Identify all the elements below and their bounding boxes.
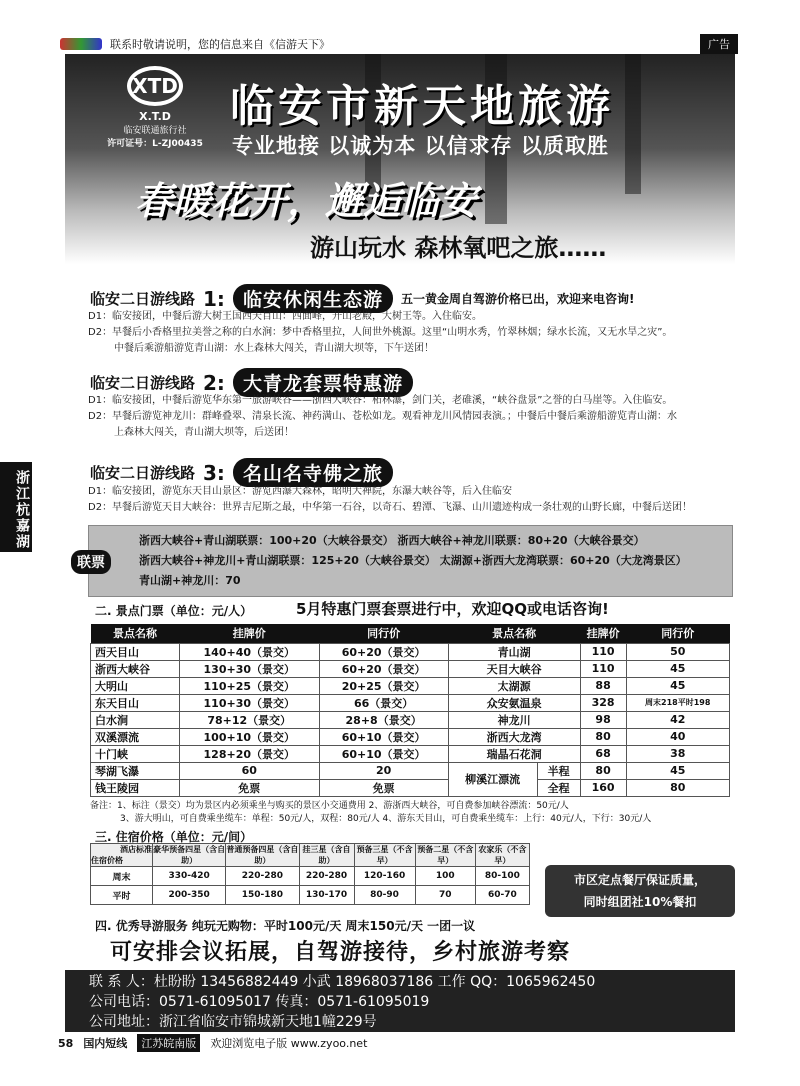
table-cell: 周末218平时198 — [626, 694, 729, 711]
table-cell: 42 — [626, 711, 729, 728]
table-cell: 白水涧 — [91, 711, 180, 728]
restaurant-note — [545, 865, 735, 917]
table-cell: 太湖源 — [448, 677, 580, 694]
hotel-col-header: 豪华预备四星（含自助） — [153, 845, 226, 865]
hotel-table — [90, 843, 530, 905]
table-cell: 110 — [580, 660, 626, 677]
contact-phone: 公司电话：0571-61095017 传真：0571-61095019 — [89, 994, 430, 1010]
table-cell: 柳溪江漂流 — [448, 762, 537, 796]
table-cell: 浙西大峡谷 — [91, 660, 180, 677]
table-cell: 浙西大龙湾 — [448, 728, 580, 745]
license-number: 许可证号：L-ZJ00435 — [107, 139, 203, 149]
hotel-header-row — [91, 844, 530, 867]
route-number: 3: — [203, 460, 225, 485]
hotel-corner-cell — [91, 844, 153, 867]
page-footer — [58, 1034, 738, 1052]
itinerary-line: D1：临安接团，中餐后游大树王国西天目山：四面峰，开山老殿，大树王等。入住临安。 — [88, 311, 483, 322]
route-2-itinerary — [88, 393, 738, 441]
tickets-heading: 二. 景点门票（单位：元/人） — [95, 604, 253, 618]
col-header: 挂牌价 — [580, 624, 626, 643]
hotel-cell: 150-180 — [226, 886, 299, 905]
hotel-cell: 60-70 — [475, 886, 529, 905]
edition-tag: 江苏皖南版 — [137, 1034, 200, 1052]
table-row — [91, 643, 730, 660]
remark-line: 3、游大明山，可自费乘坐缆车：单程：50元/人，双程：80元/人 4、游东天目山，可自费乘坐缆车：上行：40元/人，下行：30元/人 — [120, 814, 652, 824]
hotel-cell: 80-90 — [354, 886, 415, 905]
services-headline: 可安排会议拓展，自驾游接待，乡村旅游考察 — [110, 940, 571, 965]
region-side-tab: 浙江杭嘉湖 — [0, 462, 32, 552]
table-cell: 免票 — [179, 779, 319, 796]
combo-row: 浙西大峡谷+青山湖联票：100+20（大峡谷景交） 浙西大峡谷+神龙川联票：80+20（大峡谷景交） — [139, 534, 645, 547]
hotel-cell: 周末 — [91, 867, 153, 886]
agency-brand — [100, 66, 210, 161]
hotel-heading: 三. 住宿价格（单位：元/间） — [95, 830, 253, 844]
hotel-col-header: 挂三星（含自助） — [299, 844, 354, 867]
hotel-row — [91, 867, 530, 886]
forest-tagline: 游山玩水 森林氧吧之旅…… — [310, 234, 607, 262]
agency-logo: XTD — [127, 66, 183, 106]
table-cell: 45 — [626, 660, 729, 677]
table-cell: 20+25（景交） — [319, 677, 448, 694]
hotel-col-header: 预备三星（不含早） — [354, 844, 415, 867]
table-cell: 78+12（景交） — [179, 711, 319, 728]
route-name: 临安休闲生态游 — [233, 284, 393, 313]
hotel-cell: 220-280 — [226, 867, 299, 886]
table-cell: 西天目山 — [91, 643, 180, 660]
hotel-col-header: 普通预备四星（含自助） — [226, 845, 299, 865]
contact-people: 联 系 人：杜盼盼 13456882449 小武 18968037186 工作 QQ：1065962450 — [89, 974, 596, 990]
table-cell: 青山湖 — [448, 643, 580, 660]
combo-row: 浙西大峡谷+神龙川+青山湖联票：125+20（大峡谷景交） 太湖源+浙西大龙湾联票：60+20（大龙湾景区） — [139, 554, 687, 567]
table-cell: 东天目山 — [91, 694, 180, 711]
table-cell: 60 — [179, 762, 319, 779]
table-cell: 神龙川 — [448, 711, 580, 728]
table-row — [91, 660, 730, 677]
table-cell: 328 — [580, 694, 626, 711]
ticket-remarks — [90, 800, 735, 826]
table-row — [91, 694, 730, 711]
route-note: 五一黄金周自驾游价格已出，欢迎来电咨询! — [400, 292, 635, 306]
col-header: 景点名称 — [448, 624, 580, 643]
route-name: 大青龙套票特惠游 — [233, 368, 413, 397]
hotel-cell: 70 — [415, 886, 475, 905]
table-cell: 45 — [626, 762, 729, 779]
spring-headline: 春暖花开，邂逅临安 — [135, 178, 478, 223]
route-prefix: 临安二日游线路 — [90, 464, 196, 482]
hotel-cell: 200-350 — [153, 886, 226, 905]
table-cell: 110+25（景交） — [179, 677, 319, 694]
corner-top: 酒店标准 — [120, 845, 152, 854]
table-cell: 68 — [580, 745, 626, 762]
table-cell: 20 — [319, 762, 448, 779]
table-cell: 50 — [626, 643, 729, 660]
section-name: 国内短线 — [83, 1037, 128, 1050]
table-cell: 28+8（景交） — [319, 711, 448, 728]
remark-line: 备注：1、标注（景交）均为景区内必须乘坐与购买的景区小交通费用 2、游浙西大峡谷，可自费参加峡谷漂流：50元/人 — [90, 801, 569, 811]
table-cell: 98 — [580, 711, 626, 728]
col-header: 挂牌价 — [179, 624, 319, 643]
table-cell: 60+10（景交） — [319, 745, 448, 762]
table-cell: 琴湖飞瀑 — [91, 762, 180, 779]
table-cell: 45 — [626, 677, 729, 694]
hotel-cell: 平时 — [91, 886, 153, 905]
tickets-promo: 5月特惠门票套票进行中，欢迎QQ或电话咨询! — [296, 600, 609, 618]
table-cell: 半程 — [537, 762, 580, 779]
table-cell: 66（景交） — [319, 694, 448, 711]
table-row — [91, 677, 730, 694]
table-cell: 天目大峡谷 — [448, 660, 580, 677]
table-cell: 38 — [626, 745, 729, 762]
itinerary-line: D1：临安接团，中餐后游览华东第一旅游峡谷——浙西大峡谷：柘林瀑，剑门关，老碓溪，“峡谷盘景”之誉的白马崖等。入住临安。 — [88, 395, 673, 406]
page-title: 临安市新天地旅游 — [230, 81, 614, 132]
table-cell: 双溪漂流 — [91, 728, 180, 745]
guide-service: 四. 优秀导游服务 纯玩无购物：平时100元/天 周末150元/天 一团一议 — [95, 919, 476, 933]
table-cell: 100+10（景交） — [179, 728, 319, 745]
restaurant-note-line: 同时组团社10%餐扣 — [583, 895, 697, 909]
hotel-col-header: 预备二星（不含早） — [415, 844, 475, 867]
itinerary-line: D2：早餐后游览天目大峡谷：世界吉尼斯之最，中华第一石谷，以奇石、碧潭、飞瀑、山川遗迹构成一条壮观的山野长廊，中餐后送团！ — [88, 502, 693, 513]
col-header: 景点名称 — [91, 624, 180, 643]
col-header: 同行价 — [626, 624, 729, 643]
route-number: 2: — [203, 370, 225, 395]
corner-bottom: 住宿价格 — [91, 856, 123, 865]
route-3-itinerary — [88, 484, 738, 516]
table-cell: 瑞晶石花洞 — [448, 745, 580, 762]
table-cell: 80 — [580, 762, 626, 779]
slogan: 专业地接 以诚为本 以信求存 以质取胜 — [232, 134, 609, 158]
table-cell: 80 — [626, 779, 729, 796]
table-cell: 十门峡 — [91, 745, 180, 762]
combo-label: 联票 — [71, 550, 111, 574]
hotel-cell: 120-160 — [354, 867, 415, 886]
itinerary-line: D2：早餐后游览神龙川：群峰叠翠、清泉长流、神药满山、苍松如龙。观看神龙川风情园表演。；中餐后中餐后乘游船游览青山湖：水 — [88, 411, 678, 422]
table-cell: 60+10（景交） — [319, 728, 448, 745]
table-row — [91, 711, 730, 728]
hotel-row — [91, 886, 530, 905]
table-cell: 全程 — [537, 779, 580, 796]
hotel-cell: 220-280 — [299, 867, 354, 886]
table-row — [91, 745, 730, 762]
table-cell: 88 — [580, 677, 626, 694]
top-notice — [60, 34, 735, 54]
contact-address: 公司地址：浙江省临安市锦城新天地1幢229号 — [89, 1014, 377, 1030]
ticket-table — [90, 624, 730, 797]
restaurant-note-line: 市区定点餐厅保证质量， — [573, 873, 706, 887]
route-name: 名山名寺佛之旅 — [233, 458, 393, 487]
itinerary-line: 上森林大闯关，青山湖大坝等，后送团！ — [114, 427, 294, 438]
table-cell: 众安氨温泉 — [448, 694, 580, 711]
website-link[interactable]: 欢迎浏览电子版 www.zyoo.net — [210, 1037, 368, 1050]
itinerary-line: 中餐后乘游船游览青山湖：水上森林大闯关，青山湖大坝等，下午送团！ — [114, 343, 434, 354]
table-cell: 80 — [580, 728, 626, 745]
ad-tag: 广告 — [700, 34, 738, 54]
brand-name: X.T.D — [139, 110, 171, 123]
table-cell: 60+20（景交） — [319, 660, 448, 677]
table-cell: 大明山 — [91, 677, 180, 694]
combo-row: 青山湖+神龙川：70 — [139, 574, 241, 587]
table-cell: 免票 — [319, 779, 448, 796]
brand-agency: 临安联通旅行社 — [123, 126, 187, 136]
table-cell: 160 — [580, 779, 626, 796]
itinerary-line: D1：临安接团，游览东天目山景区：游览西瀑大森林，昭明大禅院，东瀑大峡谷等，后入住临安 — [88, 486, 513, 497]
hotel-cell: 100 — [415, 867, 475, 886]
page-number: 58 — [58, 1036, 74, 1050]
hotel-cell: 80-100 — [475, 867, 529, 886]
hotel-col-header: 农家乐（不含早） — [475, 844, 529, 867]
combo-tickets — [77, 525, 733, 597]
table-row — [91, 728, 730, 745]
route-prefix: 临安二日游线路 — [90, 374, 196, 392]
route-3-heading — [90, 458, 740, 487]
table-cell: 128+20（景交） — [179, 745, 319, 762]
table-cell: 钱王陵园 — [91, 779, 180, 796]
table-cell: 60+20（景交） — [319, 643, 448, 660]
contact-block — [65, 970, 735, 1032]
route-1-itinerary — [88, 309, 738, 357]
publication-logo — [60, 38, 102, 50]
col-header: 同行价 — [319, 624, 448, 643]
table-row — [91, 779, 730, 796]
route-prefix: 临安二日游线路 — [90, 290, 196, 308]
table-cell: 110+30（景交） — [179, 694, 319, 711]
itinerary-line: D2：早餐后小香格里拉美誉之称的白水涧：梦中香格里拉，人间世外桃源。这里“山明水秀，竹翠林烟；绿水长流，又无水旱之灾”。 — [88, 327, 673, 338]
ticket-header-row — [91, 624, 730, 643]
route-number: 1: — [203, 286, 225, 311]
table-cell: 40 — [626, 728, 729, 745]
hotel-cell: 130-170 — [299, 886, 354, 905]
notice-text: 联系时敬请说明，您的信息来自《信游天下》 — [110, 38, 330, 51]
table-cell: 130+30（景交） — [179, 660, 319, 677]
table-cell: 140+40（景交） — [179, 643, 319, 660]
hotel-cell: 330-420 — [153, 867, 226, 886]
table-cell: 110 — [580, 643, 626, 660]
table-row — [91, 762, 730, 779]
